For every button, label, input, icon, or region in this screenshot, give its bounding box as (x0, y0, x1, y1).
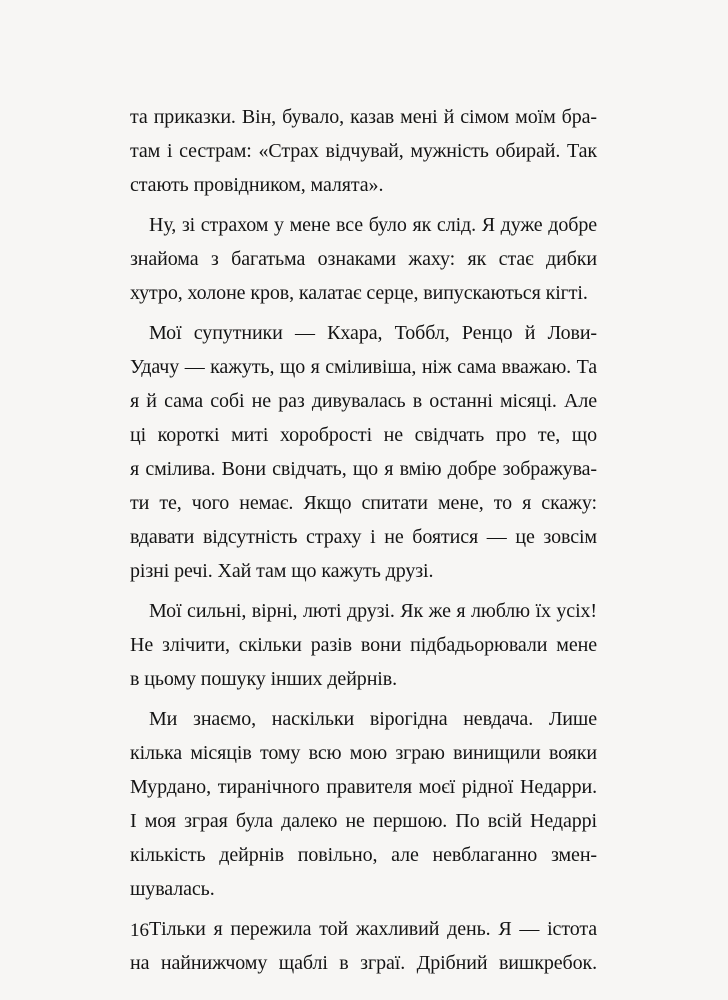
text-line: Тільки я пережила той жахливий день. Я — істота (149, 918, 597, 940)
text-line: кількість дейрнів повільно, але невблаганно змен- (130, 844, 597, 866)
text-line: Удачу — кажуть, що я сміливіша, ніж сама вважаю. Та (130, 356, 597, 378)
text-line: ти те, чого немає. Якщо спитати мене, то я скажу: (130, 492, 597, 514)
paragraph (130, 208, 597, 310)
paragraph (130, 702, 597, 906)
text-line: я смілива. Вони свідчать, що я вмію добре зображува- (130, 458, 597, 480)
paragraph (130, 912, 597, 980)
body-text (130, 100, 597, 980)
text-line: різні речі. Хай там що кажуть друзі. (130, 560, 434, 582)
text-line: там і сестрам: «Страх відчувай, мужність обирай. Так (130, 140, 597, 162)
text-line: Мурдано, тиранічного правителя моєї рідної Недарри. (130, 776, 597, 798)
text-line: кілька місяців тому всю мою зграю винищили вояки (130, 742, 597, 764)
text-line: та приказки. Він, бувало, казав мені й сімом моїм бра- (130, 106, 597, 128)
page-number: 16 (130, 920, 149, 941)
text-line: Ми знаємо, наскільки вірогідна невдача. Лише (149, 708, 597, 730)
text-line: стають провідником, малята». (130, 174, 384, 196)
text-line: в цьому пошуку інших дейрнів. (130, 668, 398, 690)
paragraph (130, 316, 597, 588)
text-line: вдавати відсутність страху і не боятися — це зовсім (130, 526, 597, 548)
text-line: Ну, зі страхом у мене все було як слід. Я дуже добре (149, 214, 597, 236)
text-line: я й сама собі не раз дивувалась в останні місяці. Але (130, 390, 597, 412)
text-line: на найнижчому щаблі в зграї. Дрібний вишкребок. (130, 952, 597, 974)
text-line: Мої супутники — Кхара, Тоббл, Ренцо й Лови- (149, 322, 597, 344)
text-line: знайома з багатьма ознаками жаху: як стає дибки (130, 248, 597, 270)
paragraph (130, 100, 597, 202)
text-line: І моя зграя була далеко не першою. По всій Недаррі (130, 810, 597, 832)
text-line: Не злічити, скільки разів вони підбадьорювали мене (130, 634, 597, 656)
text-line: хутро, холоне кров, калатає серце, випускаються кігті. (130, 282, 588, 304)
text-line: шувалась. (130, 878, 215, 900)
text-line: Мої сильні, вірні, люті друзі. Як же я люблю їх усіх! (149, 600, 597, 622)
text-line: ці короткі миті хоробрості не свідчать про те, що (130, 424, 597, 446)
paragraph (130, 594, 597, 696)
